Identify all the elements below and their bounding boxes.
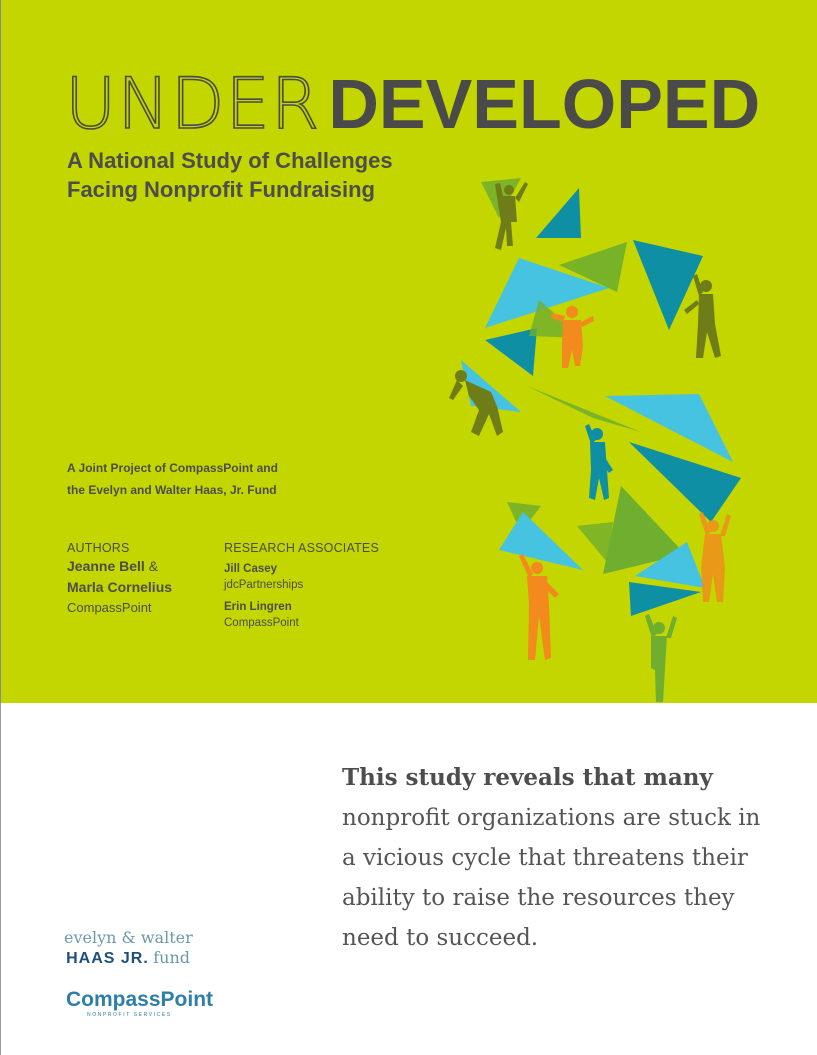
triangle-shape [485, 328, 537, 376]
associates-label: RESEARCH ASSOCIATES [224, 541, 379, 555]
authors-block [67, 540, 172, 617]
pull-quote-lead: This study reveals that many [342, 764, 713, 791]
person-figure [585, 424, 613, 500]
haas-fund-logo [64, 928, 193, 969]
subtitle-line: Facing Nonprofit Fundraising [67, 177, 375, 202]
cover-illustration [441, 170, 761, 710]
triangle-shape [536, 188, 581, 238]
title-developed: DEVELOPED [328, 65, 761, 143]
page-title [65, 64, 760, 144]
person-figure [519, 554, 559, 660]
author-name-1 [67, 556, 172, 577]
authors-label: AUTHORS [67, 541, 130, 555]
research-associates-block [224, 540, 379, 631]
pull-quote [342, 758, 762, 958]
haas-logo-fund: fund [153, 948, 190, 967]
subtitle [67, 146, 487, 204]
compasspoint-logo-tagline: NONPROFIT SERVICES [87, 1012, 172, 1018]
title-under: UNDER [65, 63, 321, 145]
associate-organization: jdcPartnerships [224, 579, 304, 591]
triangle-shape [605, 394, 733, 462]
author-name-1-text: Jeanne Bell [67, 558, 145, 574]
joint-project-line: the Evelyn and Walter Haas, Jr. Fund [67, 483, 277, 497]
associate-name: Jill Casey [224, 563, 278, 575]
person-figure [645, 614, 677, 702]
triangle-shape [527, 386, 641, 432]
pull-quote-body: nonprofit organizations are stuck in a vicious cycle that threatens their ability to raise the resources they need to succeed. [342, 805, 761, 951]
associate-name: Erin Lingren [224, 601, 292, 613]
author-ampersand: & [148, 558, 159, 574]
triangle-shape [633, 240, 703, 330]
associate-organization: CompassPoint [224, 617, 299, 629]
person-figure [684, 274, 721, 358]
compasspoint-logo [66, 988, 213, 1018]
triangle-shape [629, 582, 701, 616]
triangle-shape [499, 512, 583, 570]
subtitle-line: A National Study of Challenges [67, 148, 393, 173]
author-organization: CompassPoint [67, 600, 152, 615]
haas-logo-top: evelyn & walter [64, 928, 193, 947]
compasspoint-logo-name: CompassPoint [66, 988, 214, 1011]
joint-project-line: A Joint Project of CompassPoint and [67, 461, 278, 475]
author-name-2: Marla Cornelius [67, 579, 173, 595]
haas-logo-name: HAAS JR. [66, 950, 149, 967]
haas-logo-bottom [64, 948, 190, 969]
joint-project-note [67, 457, 278, 501]
person-figure [699, 512, 731, 602]
page-edge-rule [0, 703, 1, 1055]
